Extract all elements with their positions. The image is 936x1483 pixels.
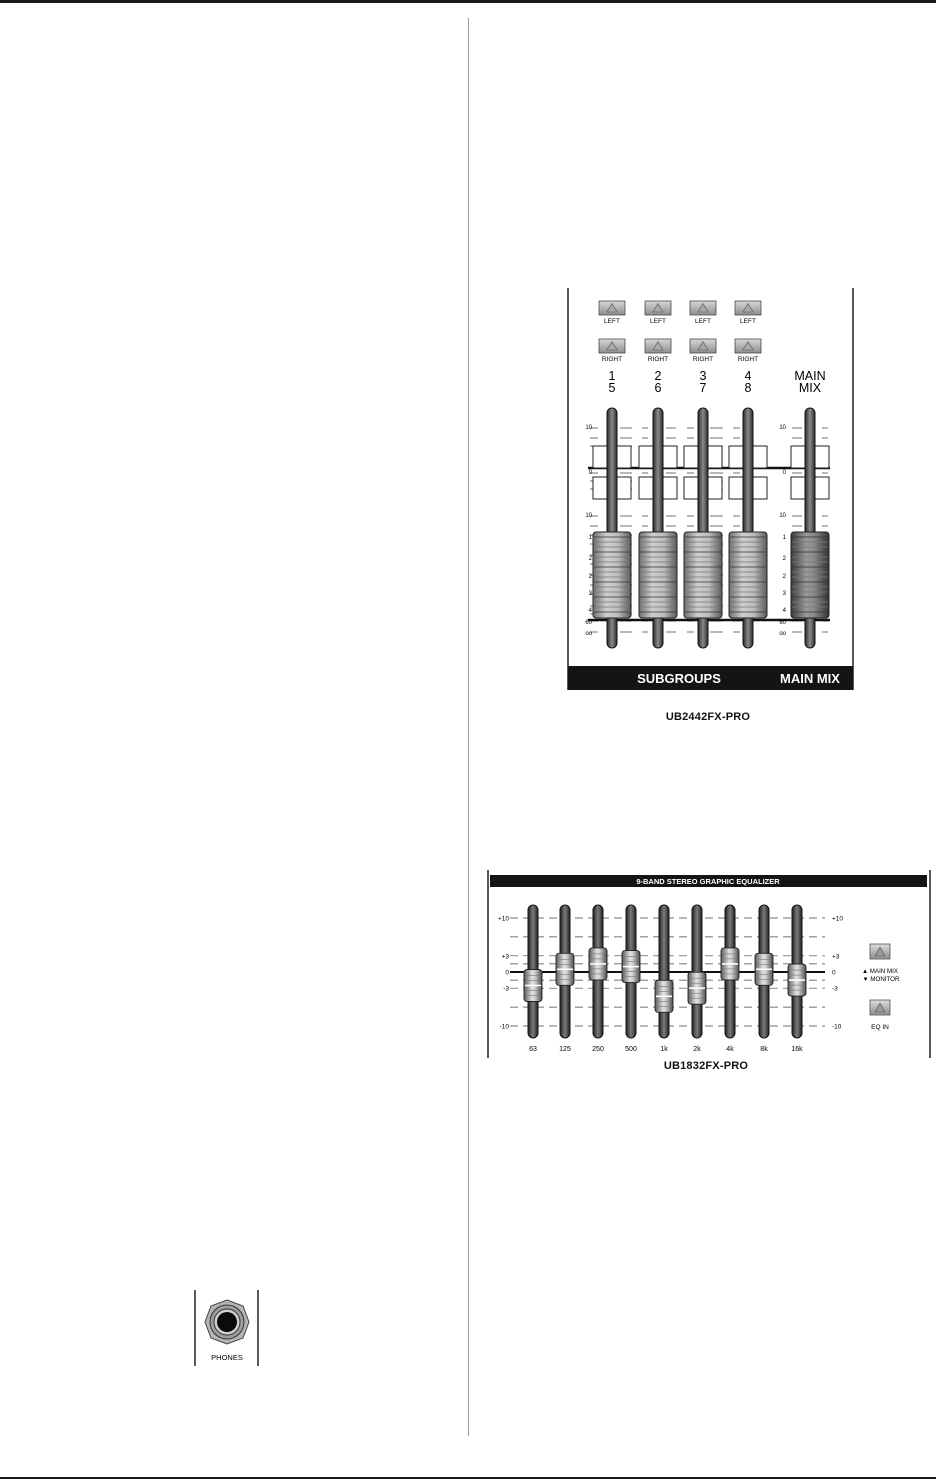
fader-scale-label: 0 [782,470,786,476]
main-mix-label-bottom: MIX [798,381,822,395]
left-assign-button[interactable] [645,301,671,315]
fader-scale-label: 3 [588,591,592,597]
left-assign-label: LEFT [695,318,711,325]
right-assign-button[interactable] [735,339,761,353]
eq-band-fader-63[interactable] [524,905,542,1038]
eq-band-fader-250[interactable] [589,905,607,1038]
phones-jack-panel [193,1290,261,1366]
eq-scale-label-right: -3 [832,985,838,993]
main-mix-button-label: ▲ MAIN MIX [861,968,899,975]
main-mix-label-top: MAIN [794,369,826,383]
right-assign-button[interactable] [690,339,716,353]
fader-scale-label: 10 [779,425,786,431]
right-assign-label: RIGHT [692,356,714,363]
right-assign-label: RIGHT [737,356,759,363]
fader-scale-label: 2 [588,574,592,580]
channel-number-bottom: 5 [608,381,616,395]
fader-scale-label: 2 [782,574,786,580]
bottom-rule [0,1477,936,1479]
eq-band-fader-500[interactable] [622,905,640,1038]
column-divider [468,18,469,1436]
eq-band-fader-16k[interactable] [788,905,806,1038]
fader-scale-label: 0 [588,470,592,476]
left-assign-label: LEFT [740,318,756,325]
channel-number-bottom: 6 [654,381,662,395]
fader-scale-label: oo [585,631,592,637]
eq-scale-label-right: -10 [832,1023,842,1031]
eq-band-fader-8k[interactable] [755,905,773,1038]
eq-band-freq-label: 63 [529,1046,537,1053]
equalizer-drawing [480,870,932,1058]
channel-number-top: 1 [608,369,616,383]
eq-band-freq-label: 2k [693,1046,701,1053]
eq-band-fader-4k[interactable] [721,905,739,1038]
eq-scale-label-left: -10 [499,1023,509,1031]
eq-scale-label-left: +3 [501,953,509,961]
fader-scale-label: 1 [588,535,592,541]
fader-scale-label: 4 [588,608,592,614]
phones-label: PHONES [211,1353,243,1362]
left-assign-button[interactable] [690,301,716,315]
subgroup-panel-drawing [560,288,856,690]
phones-drawing [193,1290,261,1366]
subgroup-fader-2[interactable] [639,408,677,648]
top-rule [0,0,936,3]
right-assign-button[interactable] [645,339,671,353]
left-assign-label: LEFT [604,318,620,325]
main-mix-fader[interactable] [791,408,829,648]
eq-band-fader-125[interactable] [556,905,574,1038]
eq-scale-label-left: +10 [497,915,509,923]
eq-band-freq-label: 125 [559,1046,571,1053]
eq-band-freq-label: 1k [660,1046,668,1053]
eq-scale-label-right: +3 [832,953,840,961]
right-assign-button[interactable] [599,339,625,353]
fader-scale-label: 4 [782,608,786,614]
right-assign-label: RIGHT [601,356,623,363]
eq-scale-label-left: 0 [505,969,509,977]
eq-band-freq-label: 250 [592,1046,604,1053]
fader-scale-label: 10 [585,425,592,431]
fader-scale-label: oo [779,631,786,637]
eq-band-freq-label: 500 [625,1046,637,1053]
fader-scale-label: 1 [782,535,786,541]
eq-scale-label-right: 0 [832,969,836,977]
eq-title: 9-BAND STEREO GRAPHIC EQUALIZER [636,877,780,886]
eq-scale-label-right: +10 [832,915,844,923]
eq-band-freq-label: 8k [760,1046,768,1053]
fader-scale-label: 60 [779,620,786,626]
fader-scale-label: 2 [588,556,592,562]
footer-main-mix-label: MAIN MIX [780,671,840,686]
channel-number-bottom: 7 [699,381,707,395]
subgroup-fader-panel [560,288,856,690]
fader-scale-label: 10 [779,513,786,519]
eq-in-button-label: EQ IN [871,1024,889,1031]
monitor-button-label: ▼ MONITOR [862,976,900,983]
channel-number-top: 4 [744,369,752,383]
graphic-equalizer-panel [480,870,932,1058]
fader-scale-label: 60 [585,620,592,626]
footer-subgroups-label: SUBGROUPS [637,671,721,686]
fader-scale-label: 10 [585,513,592,519]
model-caption-ub1832: UB1832FX-PRO [663,1060,749,1072]
model-caption-ub2442: UB2442FX-PRO [665,711,751,723]
left-assign-label: LEFT [650,318,666,325]
channel-number-top: 3 [699,369,707,383]
phones-jack-icon[interactable] [205,1300,249,1344]
eq-scale-label-left: -3 [503,985,509,993]
right-assign-label: RIGHT [647,356,669,363]
subgroup-fader-1[interactable] [593,408,631,648]
channel-number-top: 2 [654,369,662,383]
subgroup-fader-3[interactable] [684,408,722,648]
eq-band-freq-label: 16k [791,1046,803,1053]
subgroup-fader-4[interactable] [729,408,767,648]
left-assign-button[interactable] [599,301,625,315]
fader-scale-label: 3 [782,591,786,597]
left-assign-button[interactable] [735,301,761,315]
channel-number-bottom: 8 [744,381,752,395]
fader-scale-label: 2 [782,556,786,562]
eq-band-freq-label: 4k [726,1046,734,1053]
